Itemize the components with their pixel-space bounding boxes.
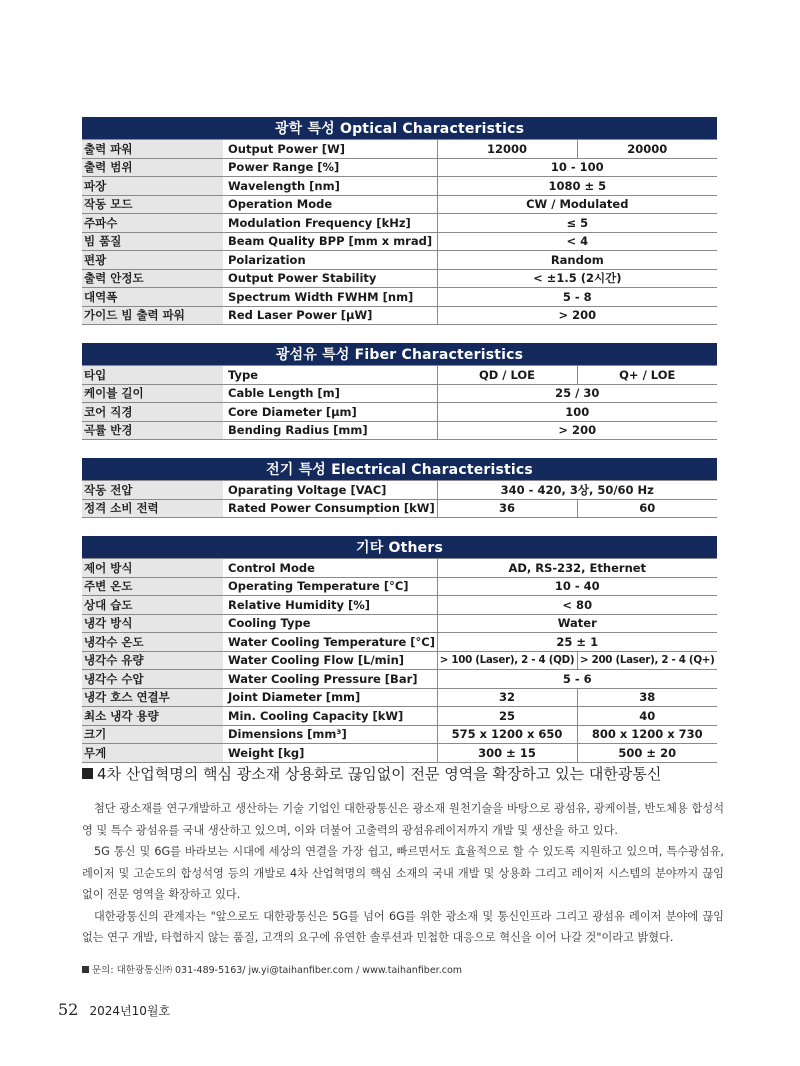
label-english: Output Power [W]: [223, 140, 437, 159]
spec-value: 12000: [437, 140, 577, 159]
page-footer: [58, 1000, 170, 1019]
label-english: Joint Diameter [mm]: [223, 688, 437, 707]
table-row: [82, 596, 717, 615]
table-row: [82, 670, 717, 689]
label-korean: 무게: [82, 744, 223, 763]
label-korean: 빔 품질: [82, 232, 223, 251]
spec-value: 25 / 30: [437, 384, 717, 403]
spec-value: < ±1.5 (2시간): [437, 269, 717, 288]
label-korean: 최소 냉각 용량: [82, 707, 223, 726]
label-english: Dimensions [mm³]: [223, 725, 437, 744]
label-korean: 주변 온도: [82, 577, 223, 596]
spec-value: < 80: [437, 596, 717, 615]
label-korean: 대역폭: [82, 288, 223, 307]
label-english: Power Range [%]: [223, 158, 437, 177]
spec-value: 38: [577, 688, 717, 707]
table-row: [82, 633, 717, 652]
contact-info: [82, 962, 724, 976]
label-english: Weight [kg]: [223, 744, 437, 763]
article-paragraph-3: 대한광통신의 관계자는 "앞으로도 대한광통신은 5G를 넘어 6G를 위한 광소재 및 통신인프라 그리고 광섬유 레이저 분야에 끊임없는 연구 개발, 타협하지 않는 품질, 고객의 요구에 유연한 솔루션과 민첩한 대응으로 혁신을 이어 나갈 것"이라고 밝혔다.: [82, 909, 724, 944]
spec-value: 25: [437, 707, 577, 726]
label-korean: 코어 직경: [82, 403, 223, 422]
spec-value: 575 x 1200 x 650: [437, 725, 577, 744]
label-korean: 출력 범위: [82, 158, 223, 177]
spec-value: 5 - 8: [437, 288, 717, 307]
square-bullet-icon: [82, 768, 93, 779]
table-row: [82, 306, 717, 325]
label-korean: 작동 모드: [82, 195, 223, 214]
label-english: Control Mode: [223, 559, 437, 578]
spec-value: CW / Modulated: [437, 195, 717, 214]
table-row: [82, 403, 717, 422]
spec-value: > 200: [437, 421, 717, 440]
table-row: [82, 195, 717, 214]
label-korean: 파장: [82, 177, 223, 196]
article-heading-text: 4차 산업혁명의 핵심 광소재 상용화로 끊임없이 전문 영역을 확장하고 있는 대한광통신: [97, 765, 662, 783]
label-english: Beam Quality BPP [mm x mrad]: [223, 232, 437, 251]
spec-value: 340 - 420, 3상, 50/60 Hz: [437, 481, 717, 500]
label-english: Modulation Frequency [kHz]: [223, 214, 437, 233]
table-row: [82, 707, 717, 726]
spec-value: ≤ 5: [437, 214, 717, 233]
label-korean: 편광: [82, 251, 223, 270]
label-english: Relative Humidity [%]: [223, 596, 437, 615]
label-english: Cooling Type: [223, 614, 437, 633]
spec-table: [82, 117, 717, 325]
article-paragraph-1: 첨단 광소재를 연구개발하고 생산하는 기술 기업인 대한광통신은 광소재 원천기술을 바탕으로 광섬유, 광케이블, 반도체용 합성석영 및 특수 광섬유를 국내 생산하고 있으며, 이와 더불어 고출력의 광섬유레이저까지 개발 및 생산을 하고 있다.: [82, 802, 724, 837]
table-row: [82, 421, 717, 440]
label-english: Cable Length [m]: [223, 384, 437, 403]
label-english: Water Cooling Flow [L/min]: [223, 651, 437, 670]
table-row: [82, 688, 717, 707]
table-row: [82, 577, 717, 596]
label-english: Water Cooling Temperature [°C]: [223, 633, 437, 652]
table-row: [82, 481, 717, 500]
spec-table: [82, 458, 717, 518]
label-english: Operating Temperature [°C]: [223, 577, 437, 596]
spec-value: < 4: [437, 232, 717, 251]
label-korean: 상대 습도: [82, 596, 223, 615]
table-row: [82, 158, 717, 177]
label-korean: 냉각수 온도: [82, 633, 223, 652]
label-english: Type: [223, 366, 437, 385]
label-korean: 주파수: [82, 214, 223, 233]
label-english: Core Diameter [μm]: [223, 403, 437, 422]
section-title: 기타 Others: [82, 536, 717, 559]
spec-value: 500 ± 20: [577, 744, 717, 763]
label-korean: 출력 파워: [82, 140, 223, 159]
label-korean: 케이블 길이: [82, 384, 223, 403]
table-row: [82, 140, 717, 159]
label-english: Operation Mode: [223, 195, 437, 214]
table-row: [82, 177, 717, 196]
table-row: [82, 614, 717, 633]
table-row: [82, 651, 717, 670]
table-row: [82, 744, 717, 763]
spec-value: 10 - 100: [437, 158, 717, 177]
spec-value: 300 ± 15: [437, 744, 577, 763]
spec-value: > 200: [437, 306, 717, 325]
spec-value: > 200 (Laser), 2 - 4 (Q+): [577, 651, 717, 670]
contact-text: 문의: 대한광통신㈜ 031-489-5163/ jw.yi@taihanfiber.com / www.taihanfiber.com: [92, 964, 463, 976]
label-korean: 냉각수 수압: [82, 670, 223, 689]
table-row: [82, 288, 717, 307]
article-heading: [82, 763, 724, 784]
table-row: [82, 214, 717, 233]
label-korean: 작동 전압: [82, 481, 223, 500]
section-title: 광학 특성 Optical Characteristics: [82, 117, 717, 140]
table-row: [82, 366, 717, 385]
spec-value: 36: [437, 499, 577, 518]
label-english: Bending Radius [mm]: [223, 421, 437, 440]
label-english: Oparating Voltage [VAC]: [223, 481, 437, 500]
spec-value: > 100 (Laser), 2 - 4 (QD): [437, 651, 577, 670]
section-title: 전기 특성 Electrical Characteristics: [82, 458, 717, 481]
label-korean: 냉각 방식: [82, 614, 223, 633]
spec-value: 32: [437, 688, 577, 707]
label-english: Min. Cooling Capacity [kW]: [223, 707, 437, 726]
spec-value: Random: [437, 251, 717, 270]
spec-table: [82, 536, 717, 763]
label-korean: 크기: [82, 725, 223, 744]
article: [82, 763, 724, 976]
table-row: [82, 384, 717, 403]
spec-value: 40: [577, 707, 717, 726]
section-title: 광섬유 특성 Fiber Characteristics: [82, 343, 717, 366]
spec-value: 800 x 1200 x 730: [577, 725, 717, 744]
label-korean: 곡률 반경: [82, 421, 223, 440]
label-english: Polarization: [223, 251, 437, 270]
spec-value: 1080 ± 5: [437, 177, 717, 196]
label-korean: 냉각수 유량: [82, 651, 223, 670]
table-row: [82, 269, 717, 288]
spec-value: QD / LOE: [437, 366, 577, 385]
label-korean: 타입: [82, 366, 223, 385]
label-korean: 제어 방식: [82, 559, 223, 578]
label-english: Red Laser Power [μW]: [223, 306, 437, 325]
label-english: Rated Power Consumption [kW]: [223, 499, 437, 518]
spec-tables: [82, 117, 717, 781]
label-english: Spectrum Width FWHM [nm]: [223, 288, 437, 307]
label-korean: 가이드 빔 출력 파워: [82, 306, 223, 325]
label-english: Water Cooling Pressure [Bar]: [223, 670, 437, 689]
spec-table: [82, 343, 717, 440]
spec-value: 100: [437, 403, 717, 422]
label-english: Output Power Stability: [223, 269, 437, 288]
spec-value: 25 ± 1: [437, 633, 717, 652]
spec-value: Q+ / LOE: [577, 366, 717, 385]
table-row: [82, 725, 717, 744]
table-row: [82, 232, 717, 251]
table-row: [82, 559, 717, 578]
label-english: Wavelength [nm]: [223, 177, 437, 196]
label-korean: 출력 안정도: [82, 269, 223, 288]
table-row: [82, 499, 717, 518]
article-paragraph-2: 5G 통신 및 6G를 바라보는 시대에 세상의 연결을 가장 쉽고, 빠르면서도 효율적으로 할 수 있도록 지원하고 있으며, 특수광섬유, 레이저 및 고순도의 합성석영 등의 개발로 4차 산업혁명의 핵심 소재의 국내 개발 및 상용화 그리고 레이저 시스템의 분야까지 끊임없이 전문 영역을 확장하고 있다.: [82, 845, 724, 901]
spec-value: Water: [437, 614, 717, 633]
spec-value: 5 - 6: [437, 670, 717, 689]
spec-value: 10 - 40: [437, 577, 717, 596]
issue-date: 2024년10월호: [89, 1004, 171, 1018]
spec-value: 60: [577, 499, 717, 518]
label-korean: 냉각 호스 연결부: [82, 688, 223, 707]
spec-value: AD, RS-232, Ethernet: [437, 559, 717, 578]
label-korean: 정격 소비 전력: [82, 499, 223, 518]
square-bullet-icon: [82, 966, 89, 973]
spec-value: 20000: [577, 140, 717, 159]
table-row: [82, 251, 717, 270]
page-number: 52: [58, 1000, 79, 1019]
